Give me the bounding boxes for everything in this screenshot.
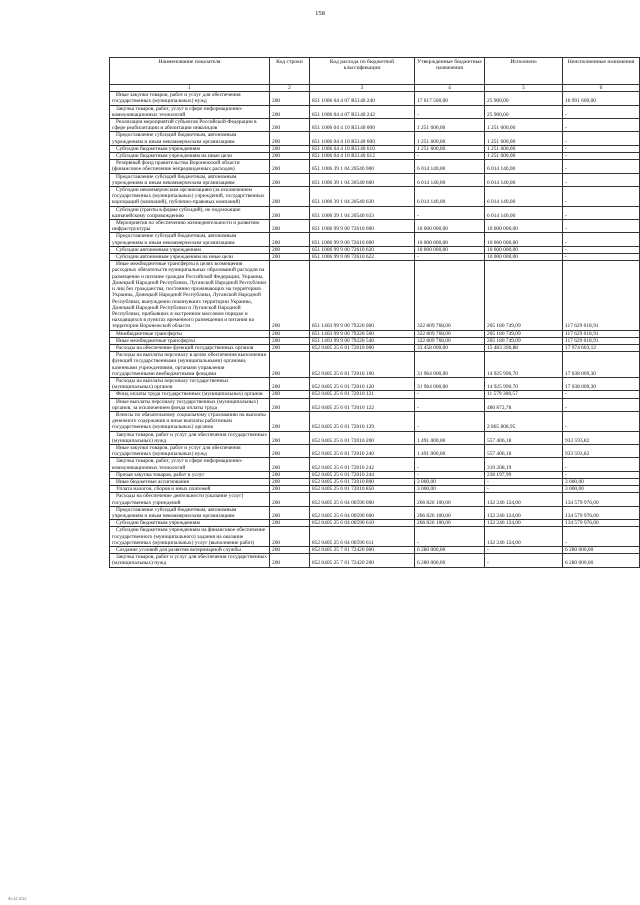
row-approved: 1 491 000,00	[415, 431, 485, 444]
row-approved: 6 280 000,00	[415, 547, 485, 554]
row-code: 200	[270, 261, 310, 330]
table-row	[110, 398, 640, 411]
row-approved: 266 826 100,00	[415, 506, 485, 519]
table-row	[110, 233, 640, 246]
table-row	[110, 220, 640, 233]
row-name: Уплата налогов, сборов и иных платежей	[110, 486, 270, 493]
row-executed: 11 579 308,57	[485, 391, 563, 398]
row-code: 200	[270, 411, 310, 431]
row-classification: 851 1006 04 4 10 R5140 612	[310, 153, 415, 160]
table-row	[110, 520, 640, 527]
table-row	[110, 160, 640, 173]
row-approved: -	[415, 153, 485, 160]
row-code: 200	[270, 233, 310, 246]
row-classification: 851 1403 99 9 00 79220 540	[310, 337, 415, 344]
row-executed: 1 251 600,00	[485, 132, 563, 145]
row-code: 200	[270, 330, 310, 337]
row-code: 200	[270, 506, 310, 519]
row-unexecuted: -	[563, 471, 640, 478]
row-name: Иные выплаты персоналу государственных (муниципальных) органов, за исключением фонда оплаты труда	[110, 398, 270, 411]
row-name: Предоставление субсидий бюджетным, автономным учреждениям и иным некоммерческим организациям	[110, 132, 270, 145]
row-executed: 480 872,78	[485, 398, 563, 411]
row-executed: 557 406,18	[485, 444, 563, 457]
column-number: 4	[415, 85, 485, 92]
row-approved: 6 280 000,00	[415, 554, 485, 567]
row-code: 200	[270, 398, 310, 411]
row-approved: 10 000 000,00	[415, 246, 485, 253]
row-classification: 851 1006 04 4 10 R5140 600	[310, 132, 415, 145]
table-row	[110, 105, 640, 118]
row-approved: -	[415, 206, 485, 219]
row-code: 200	[270, 478, 310, 485]
row-name: Реализация мероприятий субъектов Российской Федерации в сфере реабилитации и абилитации инвалидов	[110, 119, 270, 132]
row-executed: 132 246 124,00	[485, 520, 563, 527]
row-approved: -	[415, 254, 485, 261]
row-code: 200	[270, 119, 310, 132]
row-approved: -	[415, 471, 485, 478]
row-code: 200	[270, 105, 310, 118]
row-executed: 6 014 140,00	[485, 206, 563, 219]
row-code: 200	[270, 486, 310, 493]
row-unexecuted: -	[563, 173, 640, 186]
row-name: Закупка товаров, работ и услуг для обеспечения государственных (муниципальных) нужд	[110, 431, 270, 444]
row-unexecuted: 134 579 976,00	[563, 520, 640, 527]
row-approved: 10 000 000,00	[415, 220, 485, 233]
table-row	[110, 478, 640, 485]
row-approved: 322 809 768,00	[415, 330, 485, 337]
row-classification: 852 0405 25 6 01 72010 850	[310, 486, 415, 493]
row-classification: 852 0405 25 6 01 72010 000	[310, 344, 415, 351]
row-unexecuted: -	[563, 105, 640, 118]
row-classification: 851 1006 99 9 00 72610 622	[310, 254, 415, 261]
table-row	[110, 377, 640, 390]
row-classification: 852 0405 25 6 01 72010 242	[310, 458, 415, 471]
row-unexecuted: -	[563, 132, 640, 145]
table-row	[110, 486, 640, 493]
row-code: 200	[270, 145, 310, 152]
row-classification: 852 0405 25 6 04 00590 000	[310, 493, 415, 506]
row-approved: 266 826 100,00	[415, 493, 485, 506]
row-executed: 1 251 600,00	[485, 119, 563, 132]
row-approved: -	[415, 391, 485, 398]
table-row	[110, 92, 640, 105]
row-code: 200	[270, 344, 310, 351]
row-approved: 322 809 768,00	[415, 261, 485, 330]
row-name: Предоставление субсидий бюджетным, автономным учреждениям и иным некоммерческим организациям	[110, 506, 270, 519]
row-executed: 132 246 124,00	[485, 493, 563, 506]
row-name: Субсидии бюджетным учреждениям на иные цели	[110, 153, 270, 160]
row-classification: 851 1006 04 4 07 R5140 242	[310, 105, 415, 118]
row-executed: 319 208,19	[485, 458, 563, 471]
table-row	[110, 444, 640, 457]
row-approved: 6 014 140,00	[415, 187, 485, 207]
row-approved: 31 964 000,00	[415, 377, 485, 390]
row-unexecuted: -	[563, 398, 640, 411]
row-executed: 205 180 749,09	[485, 337, 563, 344]
row-unexecuted: 17 038 009,30	[563, 352, 640, 378]
row-classification: 852 0405 25 6 01 72010 122	[310, 398, 415, 411]
row-name: Предоставление субсидий бюджетным, автономным учреждениям и иным некоммерческим организациям	[110, 173, 270, 186]
row-executed: 1 251 600,00	[485, 145, 563, 152]
row-executed: -	[485, 554, 563, 567]
row-executed: 2 865 808,95	[485, 411, 563, 431]
table-row	[110, 554, 640, 567]
table-row	[110, 352, 640, 378]
row-unexecuted: -	[563, 527, 640, 547]
row-executed: 6 014 140,00	[485, 187, 563, 207]
row-classification: 851 1006 04 4 07 R5140 240	[310, 92, 415, 105]
row-approved: -	[415, 105, 485, 118]
row-approved: -	[415, 458, 485, 471]
row-approved: -	[415, 527, 485, 547]
row-name: Иные бюджетные ассигнования	[110, 478, 270, 485]
table-row	[110, 330, 640, 337]
column-number-row	[110, 85, 640, 92]
row-classification: 851 1403 99 9 00 79220 500	[310, 330, 415, 337]
row-name: Закупка товаров, работ, услуг в сфере информационно-коммуникационных технологий	[110, 105, 270, 118]
row-name: Иные межбюджетные трансферты в целях возмещения расходных обязательств муниципальных образований расходов на размещение и питание граждан Российской Федерации, Украины, Донецкой Народной Республики, Луганской Народной Республики и лиц без гражданства, постоянно проживающих на территориях Украины, Донецкой Народной Республики, Луганской Народной Республики, вынужденно покинувших территории Украины, Донецкой Народной Республики и Луганской Народной Республики, прибывших в экстренном массовом порядке и находящихся в пунктах временного размещения и питания на территории Воронежской области	[110, 261, 270, 330]
row-unexecuted: -	[563, 254, 640, 261]
column-number: 5	[485, 85, 563, 92]
row-approved: 322 809 768,00	[415, 337, 485, 344]
row-code: 200	[270, 431, 310, 444]
row-name: Расходы на выплаты персоналу государственных (муниципальных) органов	[110, 377, 270, 390]
row-code: 200	[270, 153, 310, 160]
row-approved: 1 491 000,00	[415, 444, 485, 457]
row-unexecuted: -	[563, 187, 640, 207]
table-row	[110, 411, 640, 431]
row-classification: 852 0405 25 6 01 72010 800	[310, 478, 415, 485]
row-name: Субсидии некоммерческим организациям (за исключением государственных (муниципальных) учреждений, государственных корпораций (компаний), публично-правовых компаний)	[110, 187, 270, 207]
row-executed: 6 014 140,00	[485, 173, 563, 186]
row-unexecuted: 17 974 603,12	[563, 344, 640, 351]
row-unexecuted: 933 593,82	[563, 444, 640, 457]
row-classification: 852 0405 25 6 01 72010 200	[310, 431, 415, 444]
column-number: 3	[310, 85, 415, 92]
row-name: Иные закупки товаров, работ и услуг для обеспечения государственных (муниципальных) нужд	[110, 92, 270, 105]
row-code: 200	[270, 246, 310, 253]
row-classification: 851 1006 39 1 04 20540 000	[310, 160, 415, 173]
row-executed: 6 014 140,00	[485, 160, 563, 173]
header-row-code: Код строки	[270, 58, 310, 85]
table-row	[110, 493, 640, 506]
row-name: Предоставление субсидий бюджетным, автономным учреждениям и иным некоммерческим организациям	[110, 233, 270, 246]
table-row	[110, 132, 640, 145]
row-executed: 10 000 000,00	[485, 220, 563, 233]
row-name: Фонд оплаты труда государственных (муниципальных) органов	[110, 391, 270, 398]
row-executed: 205 180 749,09	[485, 330, 563, 337]
row-approved: 17 017 500,00	[415, 92, 485, 105]
row-name: Иные межбюджетные трансферты	[110, 337, 270, 344]
table-row	[110, 246, 640, 253]
row-code: 200	[270, 160, 310, 173]
table-row	[110, 337, 640, 344]
header-unexecuted: Неисполненные назначения	[563, 58, 640, 85]
row-unexecuted: 3 000,00	[563, 478, 640, 485]
row-code: 200	[270, 471, 310, 478]
footer-mark: Фл.Ы.2022	[8, 896, 27, 901]
row-code: 200	[270, 458, 310, 471]
row-name: Расходы на обеспечение деятельности (оказание услуг) государственных учреждений	[110, 493, 270, 506]
column-number: 1	[110, 85, 270, 92]
row-name: Закупка товаров, работ и услуг для обеспечения государственных (муниципальных) нужд	[110, 554, 270, 567]
row-classification: 851 1006 99 9 00 72610 000	[310, 220, 415, 233]
row-executed: 205 180 749,09	[485, 261, 563, 330]
header-approved: Утвержденные бюджетные назначения	[415, 58, 485, 85]
row-executed: 557 406,18	[485, 431, 563, 444]
row-unexecuted: 3 000,00	[563, 486, 640, 493]
row-unexecuted: 117 629 018,91	[563, 330, 640, 337]
row-unexecuted: -	[563, 233, 640, 246]
row-code: 200	[270, 377, 310, 390]
table-row	[110, 471, 640, 478]
row-executed: 238 197,99	[485, 471, 563, 478]
row-code: 200	[270, 187, 310, 207]
row-name: Расходы на обеспечение функций государственных органов	[110, 344, 270, 351]
row-code: 200	[270, 132, 310, 145]
row-name: Субсидии (гранты в форме субсидий), не подлежащие казначейскому сопровождению	[110, 206, 270, 219]
row-code: 200	[270, 391, 310, 398]
row-approved: 266 826 100,00	[415, 520, 485, 527]
row-unexecuted: -	[563, 458, 640, 471]
row-classification: 852 0405 25 7 01 72420 000	[310, 547, 415, 554]
table-row	[110, 119, 640, 132]
row-name: Мероприятия по обеспечению жизнедеятельности и развитию инфраструктуры	[110, 220, 270, 233]
header-row	[110, 58, 640, 85]
row-classification: 852 0405 25 6 04 00590 610	[310, 520, 415, 527]
row-executed: 10 000 000,00	[485, 246, 563, 253]
row-code: 200	[270, 527, 310, 547]
row-classification: 852 0405 25 6 01 72010 120	[310, 377, 415, 390]
row-classification: 852 0405 25 6 01 72010 240	[310, 444, 415, 457]
row-name: Прочая закупка товаров, работ и услуг	[110, 471, 270, 478]
row-approved: 6 014 140,00	[415, 160, 485, 173]
row-code: 200	[270, 444, 310, 457]
row-unexecuted: -	[563, 119, 640, 132]
row-unexecuted: -	[563, 160, 640, 173]
page-number: 158	[315, 10, 325, 17]
row-approved: 1 251 600,00	[415, 132, 485, 145]
row-code: 200	[270, 92, 310, 105]
row-classification: 851 1006 39 1 04 20540 600	[310, 173, 415, 186]
table-row	[110, 145, 640, 152]
row-approved: 3 000,00	[415, 478, 485, 485]
row-name: Резервный фонд правительства Воронежской области (финансовое обеспечение непредвиденных расходов)	[110, 160, 270, 173]
row-executed: 14 925 990,70	[485, 352, 563, 378]
row-approved: 10 000 000,00	[415, 233, 485, 246]
row-executed: -	[485, 486, 563, 493]
row-approved: 1 251 600,00	[415, 145, 485, 152]
budget-execution-table	[109, 57, 640, 568]
row-classification: 852 0405 25 6 01 72010 121	[310, 391, 415, 398]
row-executed: 132 246 124,00	[485, 506, 563, 519]
table-row	[110, 458, 640, 471]
row-executed: 132 246 124,00	[485, 527, 563, 547]
row-executed: 1 251 600,00	[485, 153, 563, 160]
row-classification: 852 0405 25 6 01 72010 244	[310, 471, 415, 478]
row-unexecuted: -	[563, 145, 640, 152]
row-classification: 851 1006 99 9 00 72610 620	[310, 246, 415, 253]
row-unexecuted: 117 629 018,91	[563, 337, 640, 344]
row-executed: 25 900,00	[485, 105, 563, 118]
row-name: Межбюджетные трансферты	[110, 330, 270, 337]
row-approved: -	[415, 411, 485, 431]
row-classification: 851 1006 39 1 04 20540 630	[310, 187, 415, 207]
row-unexecuted: 117 629 018,91	[563, 261, 640, 330]
row-unexecuted: 933 593,82	[563, 431, 640, 444]
row-name: Субсидии автономным учреждениям	[110, 246, 270, 253]
row-approved: 33 458 000,00	[415, 344, 485, 351]
table-row	[110, 431, 640, 444]
row-unexecuted: -	[563, 391, 640, 398]
row-name: Субсидии автономным учреждениям на иные цели	[110, 254, 270, 261]
row-code: 200	[270, 206, 310, 219]
table-row	[110, 254, 640, 261]
table-row	[110, 187, 640, 207]
table-row	[110, 206, 640, 219]
row-classification: 851 1006 39 1 04 20540 633	[310, 206, 415, 219]
row-classification: 851 1006 99 9 00 72610 600	[310, 233, 415, 246]
table-row	[110, 344, 640, 351]
row-code: 200	[270, 547, 310, 554]
row-code: 200	[270, 352, 310, 378]
row-code: 200	[270, 493, 310, 506]
row-name: Создание условий для развития ветеринарной службы	[110, 547, 270, 554]
row-approved: -	[415, 398, 485, 411]
row-approved: 3 000,00	[415, 486, 485, 493]
row-executed: 14 925 990,70	[485, 377, 563, 390]
row-unexecuted: -	[563, 411, 640, 431]
table-row	[110, 391, 640, 398]
row-code: 200	[270, 554, 310, 567]
row-classification: 852 0405 25 6 01 72010 129	[310, 411, 415, 431]
row-code: 200	[270, 220, 310, 233]
row-unexecuted: 134 579 976,00	[563, 506, 640, 519]
row-approved: 1 251 600,00	[415, 119, 485, 132]
row-unexecuted: 6 280 000,00	[563, 547, 640, 554]
row-unexecuted: 6 280 000,00	[563, 554, 640, 567]
table-row	[110, 173, 640, 186]
row-unexecuted: -	[563, 206, 640, 219]
row-unexecuted: 16 991 600,00	[563, 92, 640, 105]
row-executed: 25 900,00	[485, 92, 563, 105]
column-number: 2	[270, 85, 310, 92]
row-unexecuted: -	[563, 153, 640, 160]
row-code: 200	[270, 337, 310, 344]
row-classification: 852 0405 25 7 01 72420 200	[310, 554, 415, 567]
row-classification: 852 0405 25 6 04 00590 600	[310, 506, 415, 519]
row-unexecuted: -	[563, 246, 640, 253]
row-classification: 851 1006 04 4 10 R5140 000	[310, 119, 415, 132]
row-code: 200	[270, 254, 310, 261]
row-name: Субсидии бюджетным учреждениям	[110, 145, 270, 152]
row-unexecuted: -	[563, 220, 640, 233]
row-unexecuted: 17 038 009,30	[563, 377, 640, 390]
header-classification: Код расхода по бюджетной классификации	[310, 58, 415, 85]
row-name: Субсидии бюджетным учреждениям на финансовое обеспечение государственного (муниципального) задания на оказание государственных (муниципальных) услуг (выполнение работ)	[110, 527, 270, 547]
row-classification: 852 0405 25 6 01 72010 100	[310, 352, 415, 378]
column-number: 6	[563, 85, 640, 92]
row-name: Взносы по обязательному социальному страхованию на выплаты денежного содержания и иные выплаты работникам государственных (муниципальных) органов	[110, 411, 270, 431]
row-unexecuted: 134 579 976,00	[563, 493, 640, 506]
row-classification: 851 1006 04 4 10 R5140 610	[310, 145, 415, 152]
table-row	[110, 506, 640, 519]
row-code: 200	[270, 173, 310, 186]
row-executed: -	[485, 547, 563, 554]
row-classification: 851 1403 99 9 00 79220 000	[310, 261, 415, 330]
row-name: Субсидии бюджетным учреждениям	[110, 520, 270, 527]
row-name: Закупка товаров, работ, услуг в сфере информационно-коммуникационных технологий	[110, 458, 270, 471]
row-executed: 10 000 000,00	[485, 233, 563, 246]
row-classification: 852 0405 25 6 04 00590 611	[310, 527, 415, 547]
row-name: Иные закупки товаров, работ и услуг для обеспечения государственных (муниципальных) нужд	[110, 444, 270, 457]
table-row	[110, 547, 640, 554]
header-executed: Исполнено	[485, 58, 563, 85]
row-approved: 6 014 140,00	[415, 173, 485, 186]
table-row	[110, 261, 640, 330]
row-executed: -	[485, 478, 563, 485]
table-row	[110, 527, 640, 547]
row-name: Расходы на выплаты персоналу в целях обеспечения выполнения функций государственными (муниципальными) органами, казенными учреждениями, органами управления государственными внебюджетными фондами	[110, 352, 270, 378]
row-approved: 31 964 000,00	[415, 352, 485, 378]
row-code: 200	[270, 520, 310, 527]
row-executed: 15 483 396,88	[485, 344, 563, 351]
header-name: Наименование показателя	[110, 58, 270, 85]
table-row	[110, 153, 640, 160]
row-executed: 10 000 000,00	[485, 254, 563, 261]
